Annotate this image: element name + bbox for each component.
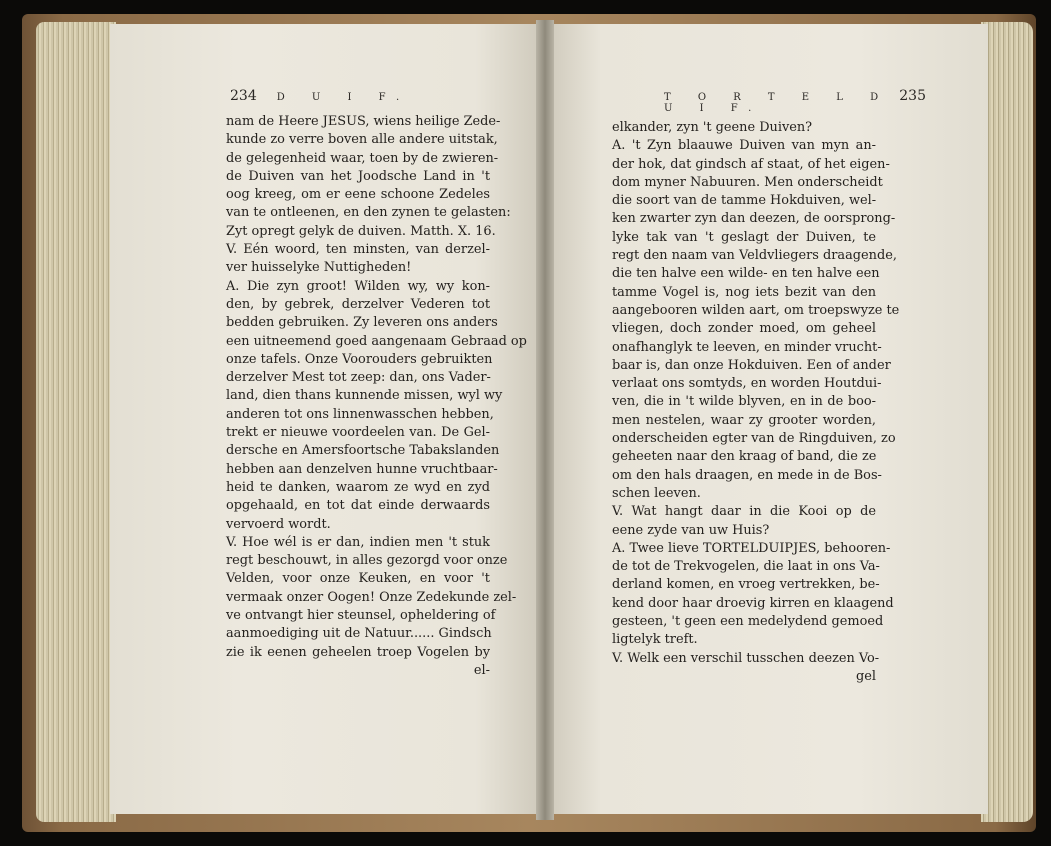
text-line: ken zwarter zyn dan deezen, de oorsprong- [612,211,896,227]
text-line: den, by gebrek, derzelver Vederen tot [226,296,490,312]
left-running-title: D U I F. [276,92,412,103]
book-gutter [536,20,554,820]
catchword: el- [473,662,490,678]
text-line: schen leeven. [612,485,701,501]
text-line: die soort van de tamme Hokduiven, wel- [612,193,877,209]
text-line: kend door haar droevig kirren en klaagend [612,595,894,611]
text-line: regt beschouwt, in alles gezorgd voor onze [226,553,508,569]
text-line: kunde zo verre boven alle andere uitstak, [226,132,498,148]
text-line: land, dien thans kunnende missen, wyl wy [226,388,503,404]
text-line: derzelver Mest tot zeep: dan, ons Vader- [226,370,491,386]
text-line: A. Twee lieve TORTELDUIPJES, behooren- [612,540,891,556]
text-line: trekt er nieuwe voordeelen van. De Gel- [226,425,490,441]
text-line: opgehaald, en tot dat einde derwaards [226,498,490,514]
text-line: dom myner Nabuuren. Men onderscheidt [612,174,883,190]
text-line: geheeten naar den kraag of band, die ze [612,449,877,465]
text-line: A. 't Zyn blaauwe Duiven van myn an- [612,138,876,154]
text-line: de tot de Trekvogelen, die laat in ons Va- [612,559,880,575]
text-line: ligtelyk treft. [612,632,698,648]
text-line: hebben aan denzelven hunne vruchtbaar- [226,461,498,477]
text-line: V. Wat hangt daar in die Kooi op de [612,504,876,520]
text-line: men nestelen, waar zy grooter worden, [612,412,876,428]
text-line: elkander, zyn 't geene Duiven? [612,120,813,135]
text-line: V. Welk een verschil tusschen deezen Vo- [612,650,880,666]
text-line: heid te danken, waarom ze wyd en zyd [226,479,490,495]
text-line: eene zyde van uw Huis? [612,522,770,538]
text-line: onze tafels. Onze Voorouders gebruikten [226,351,493,367]
text-line: baar is, dan onze Hokduiven. Een of ander [612,357,891,373]
text-line: oog kreeg, om er eene schoone Zedeles [226,187,490,203]
right-running-head [664,88,926,114]
text-line: aanmoediging uit de Natuur...... Gindsch [226,626,492,642]
left-page-number: 234 [230,88,257,104]
text-line: aangebooren wilden aart, om troepswyze te [612,302,900,318]
text-line: vermaak onzer Oogen! Onze Zedekunde zel- [226,589,517,605]
text-line: de gelegenheid waar, toen by de zwieren- [226,150,499,166]
text-line: tamme Vogel is, nog iets bezit van den [612,284,876,300]
right-running-title: T O R T E L D U I F. [664,92,891,114]
text-line: vervoerd wordt. [226,516,331,532]
right-page-number: 235 [899,88,926,104]
text-line: derland komen, en vroeg vertrekken, be- [612,577,880,593]
page-edges-left [36,22,116,822]
text-line: A. Die zyn groot! Wilden wy, wy kon- [226,278,490,294]
left-page-text [226,113,527,680]
text-line: van te ontleenen, en den zynen te gelasten: [226,205,511,221]
text-line: die ten halve een wilde- en ten halve een [612,266,880,282]
text-line: gesteen, 't geen een medelydend gemoed [612,614,884,630]
text-line: de Duiven van het Joodsche Land in 't [226,168,490,184]
text-line: onafhanglyk te leeven, en minder vrucht- [612,339,882,355]
text-line: ve ontvangt hier steunsel, opheldering of [226,608,496,624]
text-line: nam de Heere JESUS, wiens heilige Zede- [226,114,501,129]
catchword: gel [855,668,876,684]
text-line: der hok, dat gindsch af staat, of het eigen- [612,156,890,172]
text-line: lyke tak van 't geslagt der Duiven, te [612,229,876,245]
text-line: om den hals draagen, en mede in de Bos- [612,467,882,483]
text-line: zie ik eenen geheelen troep Vogelen by [226,644,490,660]
text-line: ven, die in 't wilde blyven, en in de boo- [612,394,876,410]
text-line: V. Eén woord, ten minsten, van derzel- [226,242,490,258]
right-page-text [612,119,900,686]
text-line: regt den naam van Veldvliegers draagende, [612,248,897,264]
text-line: Velden, voor onze Keuken, en voor 't [226,571,490,587]
text-line: onderscheiden egter van de Ringduiven, zo [612,431,896,447]
text-line: Zyt opregt gelyk de duiven. Matth. X. 16. [226,223,496,239]
page-edges-right [981,22,1033,822]
text-line: V. Hoe wél is er dan, indien men 't stuk [226,534,490,550]
text-line: bedden gebruiken. Zy leveren ons anders [226,315,498,331]
text-line: dersche en Amersfoortsche Tabakslanden [226,443,500,459]
text-line: anderen tot ons linnenwasschen hebben, [226,406,494,422]
text-line: vliegen, doch zonder moed, om geheel [612,321,876,337]
text-line: verlaat ons somtyds, en worden Houtdui- [612,376,882,392]
left-running-head [230,88,490,108]
text-line: een uitneemend goed aangenaam Gebraad op [226,333,527,349]
text-line: ver huisselyke Nuttigheden! [226,260,412,276]
